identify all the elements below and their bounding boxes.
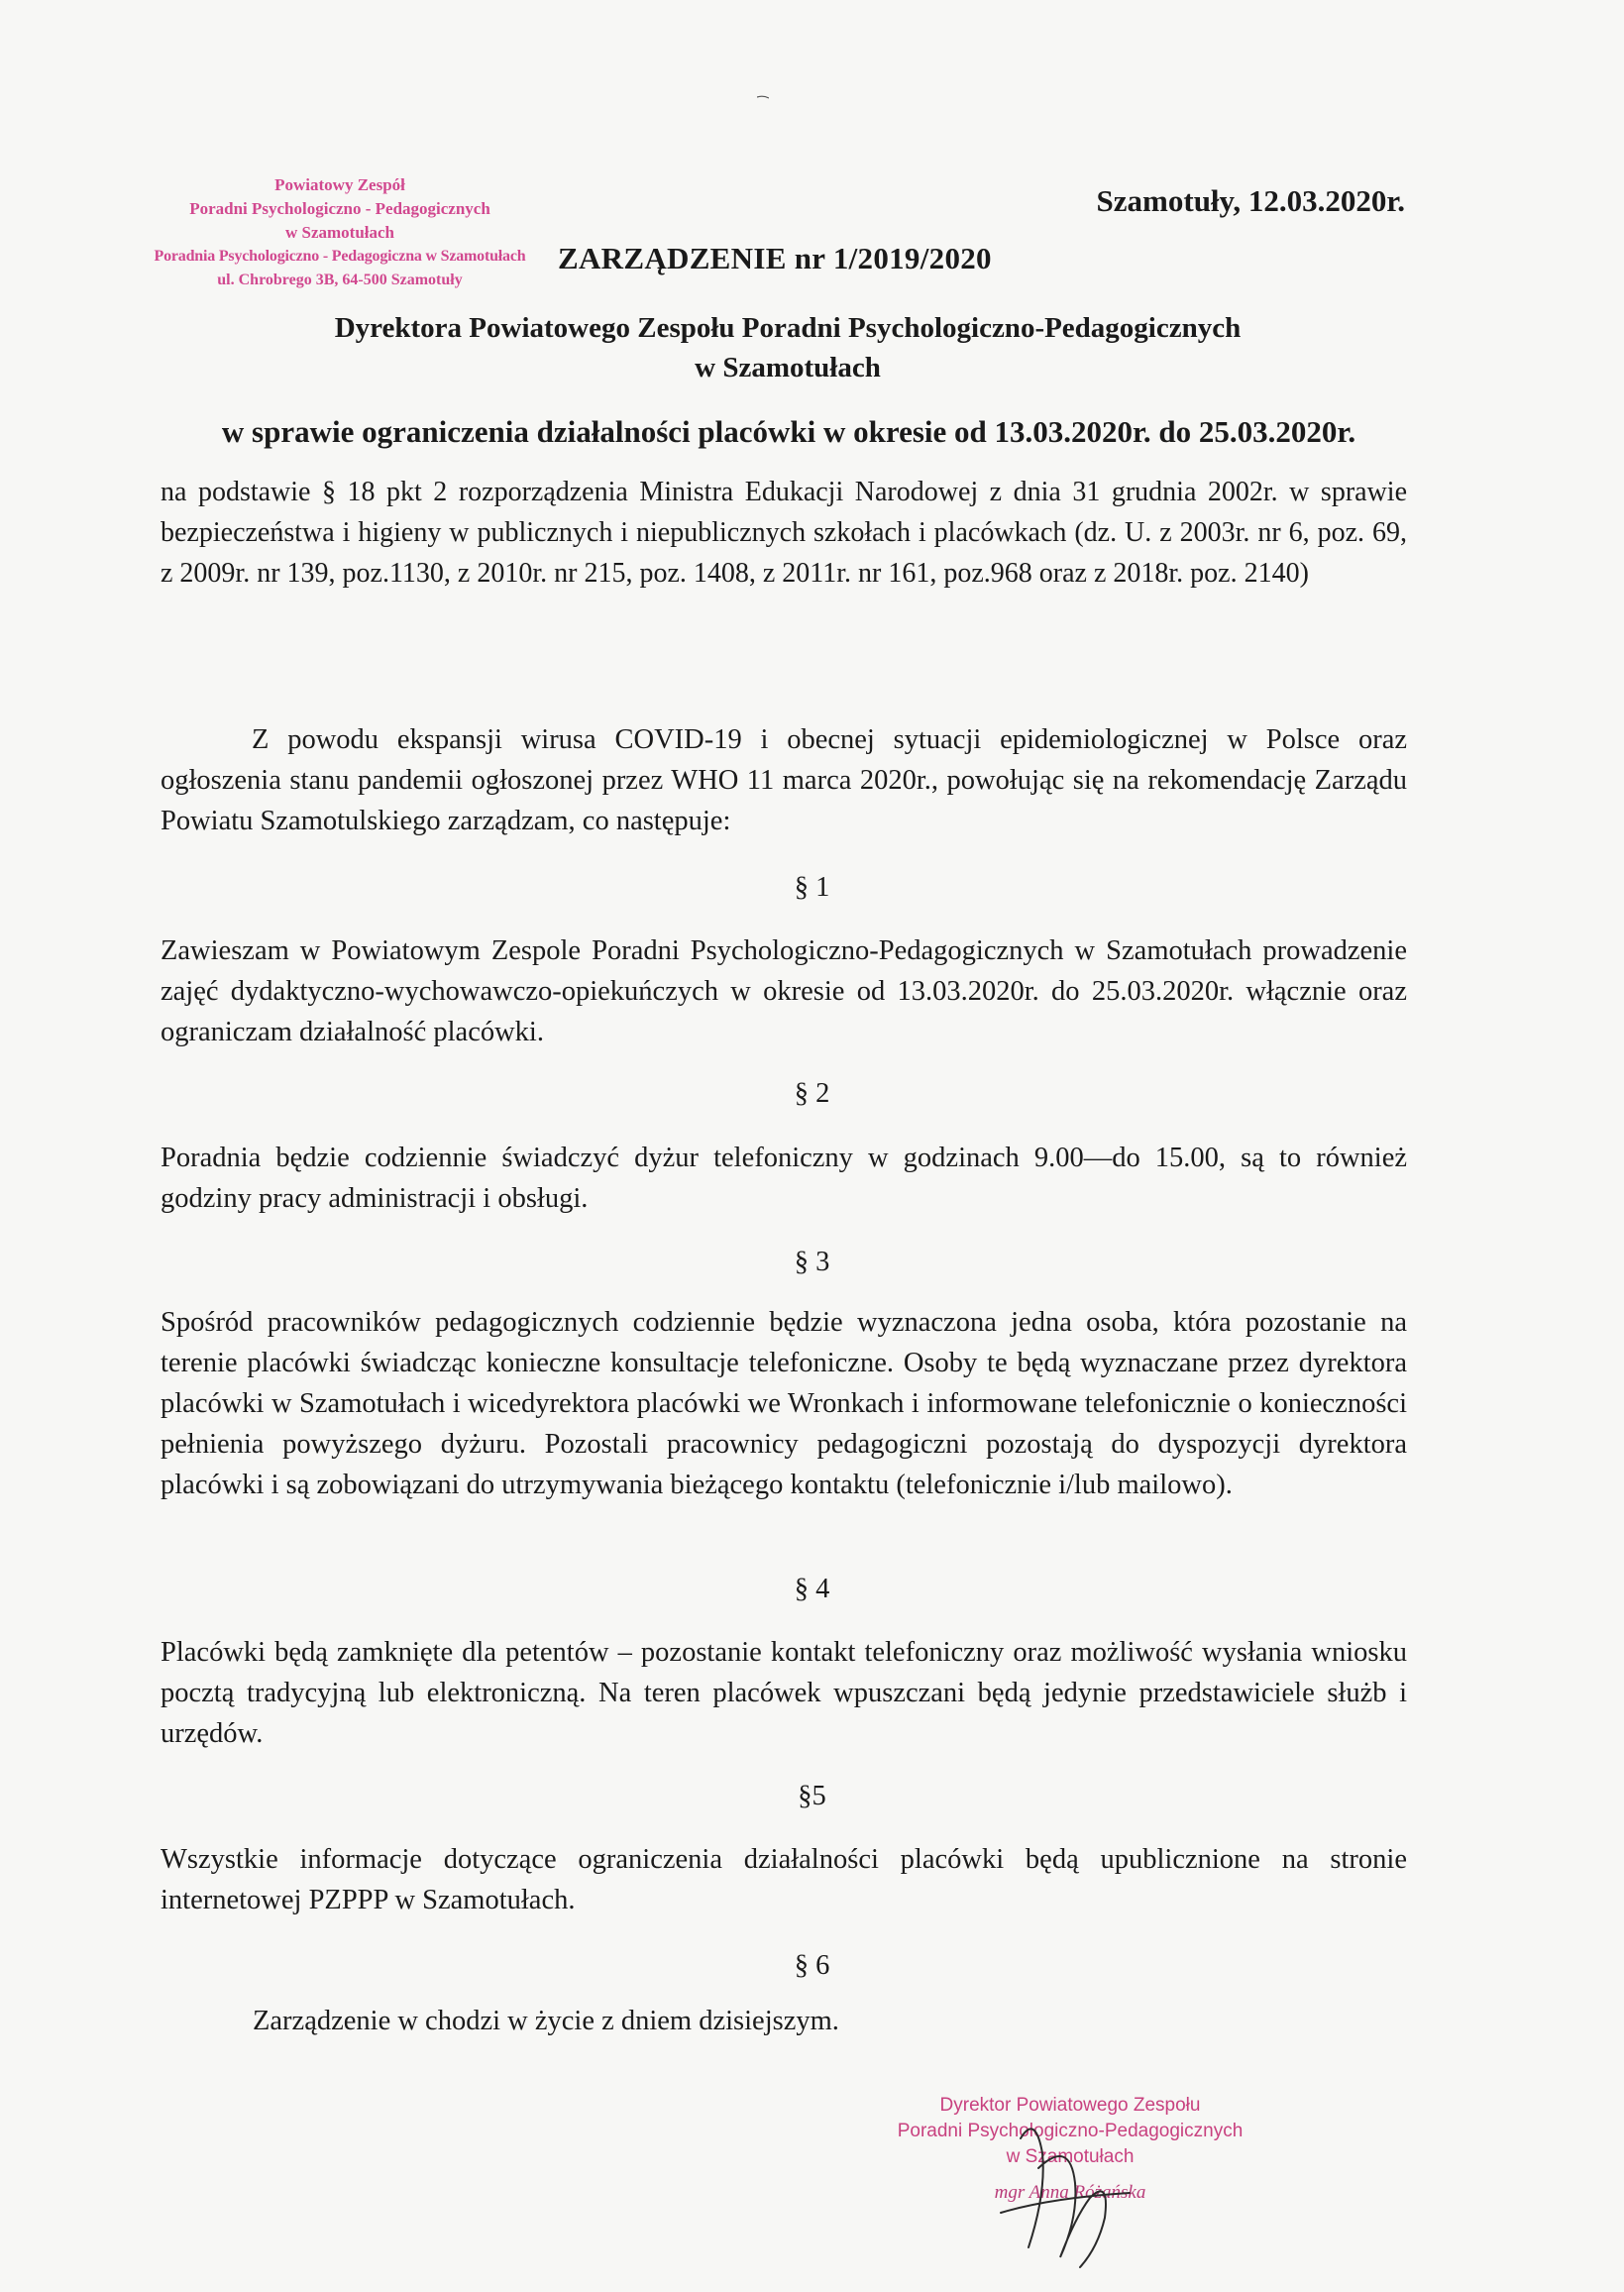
section-sign-2: § 2 [794,1078,830,1109]
director-stamp-line-2: Poradni Psychologiczno-Pedagogicznych [897,2121,1244,2141]
section-sign-5: §5 [798,1781,826,1811]
legal-basis: na podstawie § 18 pkt 2 rozporządzenia Ministra Edukacji Narodowej z dnia 31 grudnia 2002r. w sprawie bezpieczeństwa i higieny w publicznych i niepublicznych szkołach i placówkach (dz. U. z 2003r. nr 6, poz. 69, z 2009r. nr 139, poz.1130, z 2010r. nr 215, poz. 1408, z 2011r. nr 161, poz.968 oraz z 2018r. poz. 2140) [161,477,1407,589]
section-sign-1: § 1 [794,872,830,903]
section-text-2: Poradnia będzie codziennie świadczyć dyżur telefoniczny w godzinach 9.00—do 15.00, są to również godziny pracy administracji i obsługi. [161,1143,1407,1214]
closing-sentence: Zarządzenie w chodzi w życie z dniem dzisiejszym. [253,2006,839,2036]
document-subject: w sprawie ograniczenia działalności placówki w okresie od 13.03.2020r. do 25.03.2020r. [221,414,1356,449]
section-sign-3: § 3 [794,1247,830,1277]
section-sign-4: § 4 [794,1574,830,1604]
stamp-line-1: Powiatowy Zespół [274,175,405,194]
stamp-line-4: Poradnia Psychologiczno - Pedagogiczna w Szamotułach [154,248,526,265]
director-stamp-line-1: Dyrektor Powiatowego Zespołu [939,2095,1201,2116]
director-name: mgr Anna Różańska [994,2182,1146,2203]
stamp-line-3: w Szamotułach [284,223,395,242]
section-text-1: Zawieszam w Powiatowym Zespole Poradni Psychologiczno-Pedagogicznych w Szamotułach prowadzenie zajęć dydaktyczno-wychowawczo-opiekuńczych w okresie od 13.03.2020r. do 25.03.2020r. włącznie oraz ograniczam działalność placówki. [161,935,1407,1047]
section-sign-6: § 6 [794,1950,830,1981]
subtitle-line-1: Dyrektora Powiatowego Zespołu Poradni Psychologiczno-Pedagogicznych [334,312,1242,344]
document-subtitle [228,308,1348,387]
subtitle-line-2: w Szamotułach [695,352,881,383]
institution-stamp [87,173,593,292]
section-text-4: Placówki będą zamknięte dla petentów – pozostanie kontakt telefoniczny oraz możliwość wysłania wniosku pocztą tradycyjną lub elektroniczną. Na teren placówek wpuszczani będą jedynie przedstawiciele służb i urzędów. [161,1637,1407,1749]
handwritten-signature [981,2099,1149,2272]
document-date: Szamotuły, 12.03.2020r. [1096,183,1405,218]
section-text-3: Spośród pracowników pedagogicznych codziennie będzie wyznaczona jedna osoba, która pozostanie na terenie placówki świadcząc konieczne konsultacje telefoniczne. Osoby te będą wyznaczane przez dyrektora placówki w Szamotułach i wicedyrektora placówki we Wronkach i informowane telefonicznie o konieczności pełnienia powyższego dyżuru. Pozostali pracownicy pedagogiczni pozostają do dyspozycji dyrektora placówki i są zobowiązani do utrzymywania bieżącego kontaktu (telefonicznie i/lub mailowo). [161,1307,1407,1500]
scan-mark [757,95,769,99]
stamp-line-5: ul. Chrobrego 3B, 64-500 Szamotuły [217,272,463,288]
director-stamp-line-3: w Szamotułach [1006,2146,1135,2167]
stamp-line-2: Poradni Psychologiczno - Pedagogicznych [189,199,490,218]
document-title: ZARZĄDZENIE nr 1/2019/2020 [558,241,992,275]
intro-paragraph: Z powodu ekspansji wirusa COVID-19 i obecnej sytuacji epidemiologicznej w Polsce oraz ogłoszenia stanu pandemii ogłoszonej przez WHO 11 marca 2020r., powołując się na rekomendację Zarządu Powiatu Szamotulskiego zarządzam, co następuje: [161,724,1407,836]
section-text-5: Wszystkie informacje dotyczące ograniczenia działalności placówki będą upublicznione na stronie internetowej PZPPP w Szamotułach. [161,1844,1407,1915]
